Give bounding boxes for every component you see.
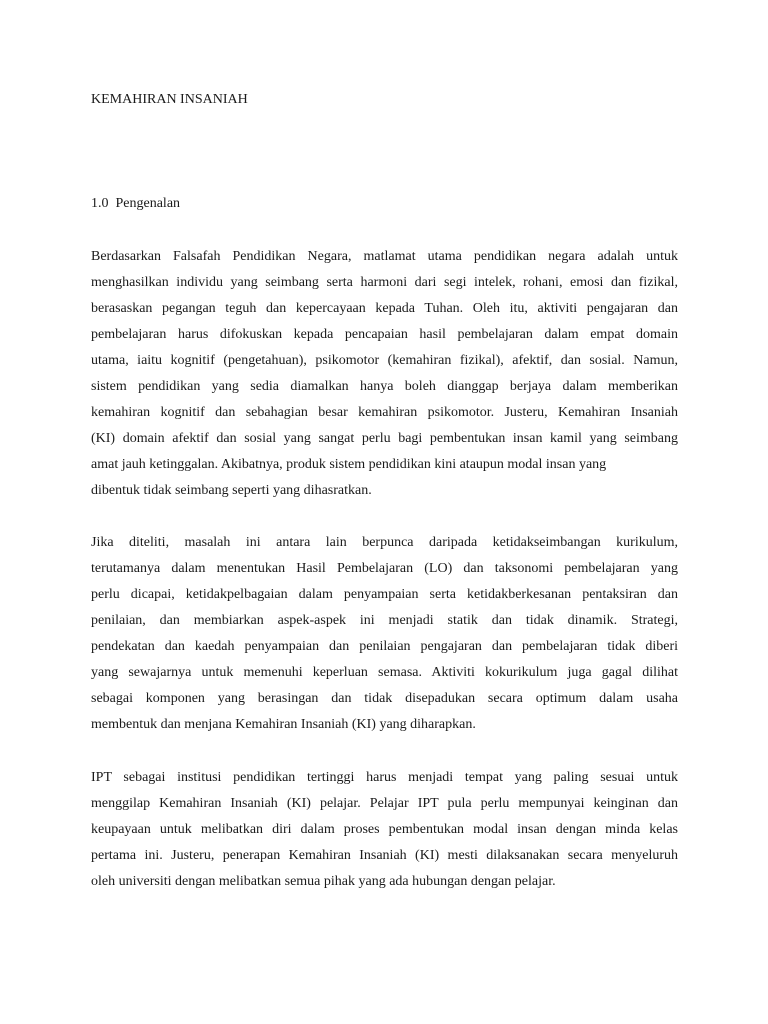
document-title: KEMAHIRAN INSANIAH <box>91 92 248 107</box>
paragraph-introduction-1 <box>91 244 678 504</box>
paragraph-line: dibentuk tidak seimbang seperti yang dihasratkan. <box>91 483 372 498</box>
paragraph-line: pembelajaran harus difokuskan kepada pencapaian hasil pembelajaran dalam empat domain <box>91 327 678 342</box>
paragraph-line: Berdasarkan Falsafah Pendidikan Negara, matlamat utama pendidikan negara adalah untuk <box>91 249 678 264</box>
paragraph-line: perlu dicapai, ketidakpelbagaian dalam penyampaian serta ketidakberkesanan pentaksiran dan <box>91 587 678 602</box>
paragraph-line: utama, iaitu kognitif (pengetahuan), psikomotor (kemahiran fizikal), afektif, dan sosial. Namun, <box>91 353 678 368</box>
paragraph-line: keupayaan untuk melibatkan diri dalam proses pembentukan modal insan dengan minda kelas <box>91 822 678 837</box>
paragraph-line: amat jauh ketinggalan. Akibatnya, produk sistem pendidikan kini ataupun modal insan yang <box>91 457 607 472</box>
paragraph-line: penilaian, dan membiarkan aspek-aspek ini menjadi statik dan tidak dinamik. Strategi, <box>91 613 678 628</box>
paragraph-line: terutamanya dalam menentukan Hasil Pembelajaran (LO) dan taksonomi pembelajaran yang <box>91 561 678 576</box>
paragraph-line: pertama ini. Justeru, penerapan Kemahiran Insaniah (KI) mesti dilaksanakan secara menyeluruh <box>91 848 678 863</box>
paragraph-line: menggilap Kemahiran Insaniah (KI) pelajar. Pelajar IPT pula perlu mempunyai keinginan dan <box>91 796 678 811</box>
paragraph-line: (KI) domain afektif dan sosial yang sangat perlu bagi pembentukan insan kamil yang seimbang <box>91 431 678 446</box>
paragraph-introduction-2 <box>91 530 678 738</box>
paragraph-line: sistem pendidikan yang sedia diamalkan hanya boleh dianggap berjaya dalam memberikan <box>91 379 678 394</box>
paragraph-line: yang sewajarnya untuk memenuhi keperluan semasa. Aktiviti kokurikulum juga gagal dilihat <box>91 665 678 680</box>
paragraph-line: menghasilkan individu yang seimbang serta harmoni dari segi intelek, rohani, emosi dan fizikal, <box>91 275 678 290</box>
paragraph-line: oleh universiti dengan melibatkan semua pihak yang ada hubungan dengan pelajar. <box>91 874 556 889</box>
paragraph-line: pendekatan dan kaedah penyampaian dan penilaian pengajaran dan pembelajaran tidak diberi <box>91 639 678 654</box>
paragraph-line: IPT sebagai institusi pendidikan tertinggi harus menjadi tempat yang paling sesuai untuk <box>91 770 678 785</box>
section-heading: 1.0 Pengenalan <box>91 196 181 211</box>
paragraph-line: Jika diteliti, masalah ini antara lain berpunca daripada ketidakseimbangan kurikulum, <box>91 535 678 550</box>
paragraph-line: sebagai komponen yang berasingan dan tidak disepadukan secara optimum dalam usaha <box>91 691 678 706</box>
paragraph-line: berasaskan pegangan teguh dan kepercayaan kepada Tuhan. Oleh itu, aktiviti pengajaran dan <box>91 301 678 316</box>
paragraph-introduction-3 <box>91 765 678 895</box>
paragraph-line: kemahiran kognitif dan sebahagian besar kemahiran psikomotor. Justeru, Kemahiran Insaniah <box>91 405 678 420</box>
paragraph-line: membentuk dan menjana Kemahiran Insaniah (KI) yang diharapkan. <box>91 717 476 732</box>
